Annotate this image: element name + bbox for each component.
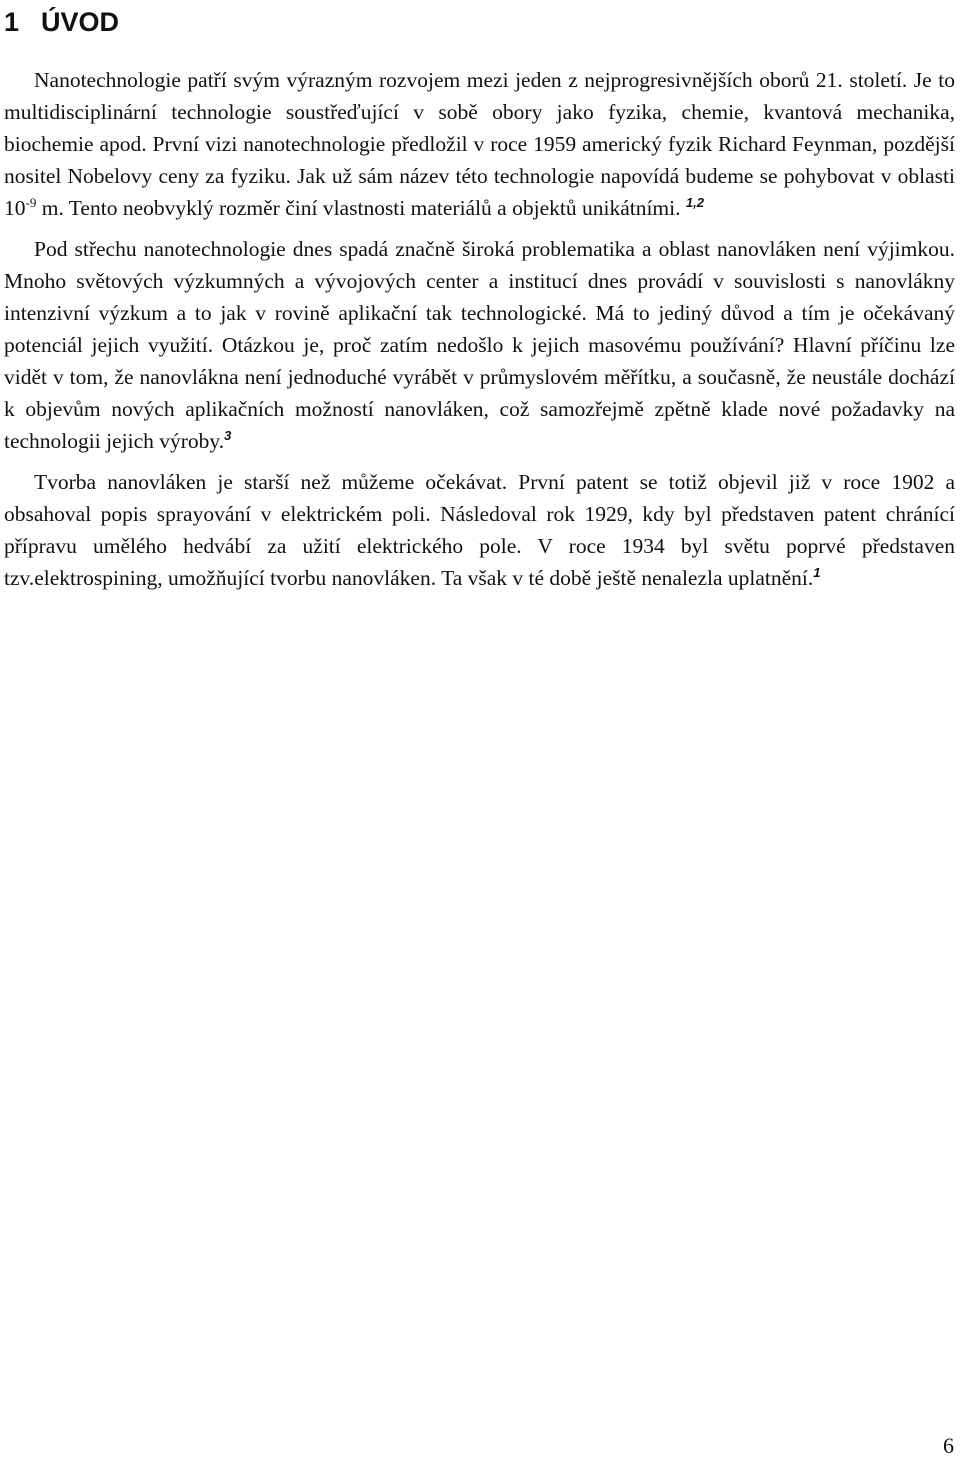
paragraph-3 [4, 466, 955, 594]
citation-ref: 3 [224, 427, 232, 443]
paragraph-3-text: Tvorba nanovláken je starší než můžeme očekávat. První patent se totiž objevil již v roce 1902 a obsahoval popis sprayování v elektrickém poli. Následoval rok 1929, kdy byl představen patent chránící přípravu umělého hedvábí za užití elektrického pole. V roce 1934 byl světu poprvé představen tzv.elektrospining, umožňující tvorbu nanovláken. Ta však v té době ještě nenalezla uplatnění. [4, 470, 955, 590]
paragraph-1-text-b: m. Tento neobvyklý rozměr činí vlastnosti materiálů a objektů unikátními. [36, 196, 686, 220]
chapter-title: ÚVOD [41, 7, 120, 37]
citation-ref: 1,2 [685, 194, 704, 210]
paragraph-1 [4, 64, 955, 224]
chapter-heading [4, 2, 119, 42]
body-text [4, 64, 955, 603]
citation-ref: 1 [813, 564, 821, 580]
paragraph-2-text: Pod střechu nanotechnologie dnes spadá značně široká problematika a oblast nanovláken není výjimkou. Mnoho světových výzkumných a vývojových center a institucí dnes provádí v souvislosti s nanovlákny intenzivní výzkum a to jak v rovině aplikační tak technologické. Má to jediný důvod a tím je očekávaný potenciál jejich využití. Otázkou je, proč zatím nedošlo k jejich masovému používání? Hlavní příčinu lze vidět v tom, že nanovlákna není jednoduché vyrábět v průmyslovém měřítku, a současně, že neustále dochází k objevům nových aplikačních možností nanovláken, což samozřejmě zpětně klade nové požadavky na technologii jejich výroby. [4, 237, 955, 453]
page-number: 6 [943, 1433, 954, 1458]
exponent: -9 [25, 194, 37, 210]
paragraph-2 [4, 233, 955, 457]
chapter-number: 1 [4, 7, 20, 37]
paragraph-1-text-a: Nanotechnologie patří svým výrazným rozvojem mezi jeden z nejprogresivnějších oborů 21. století. Je to multidisciplinární technologie soustřeďující v sobě obory jako fyzika, chemie, kvantová mechanika, biochemie apod. První vizi nanotechnologie předložil v roce 1959 americký fyzik Richard Feynman, pozdější nositel Nobelovy ceny za fyziku. Jak už sám název této technologie napovídá budeme se pohybovat v oblasti 10 [4, 68, 955, 220]
